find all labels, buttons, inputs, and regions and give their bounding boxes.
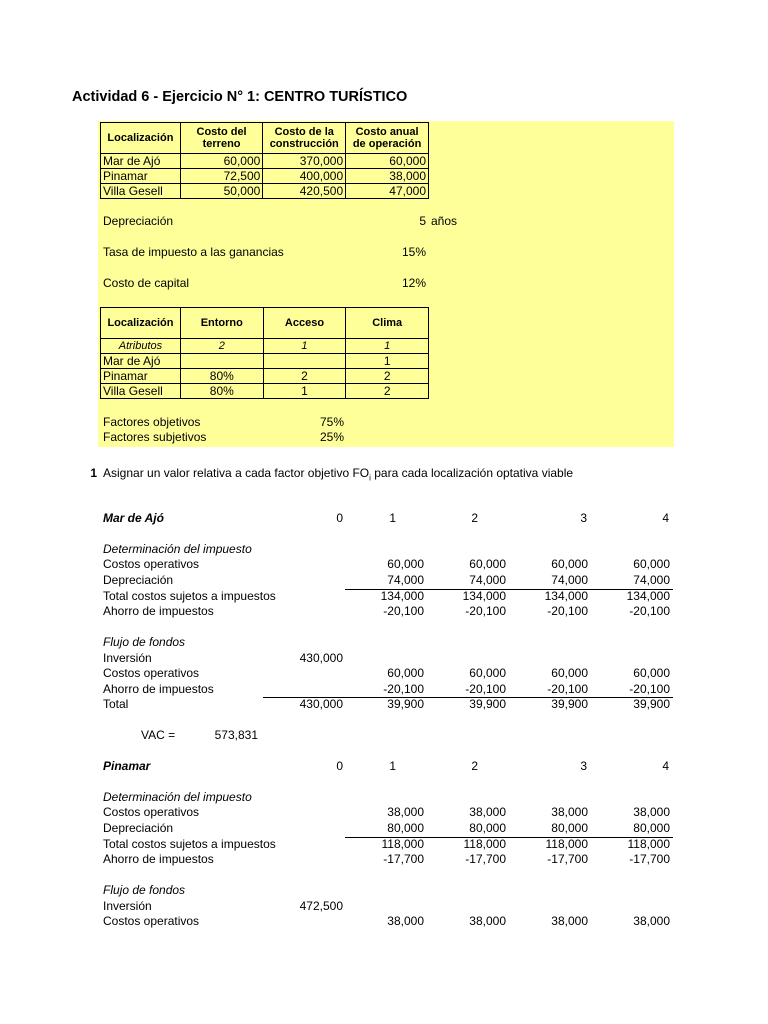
page-title: Actividad 6 - Ejercicio N° 1: CENTRO TURÍSTICO	[72, 89, 408, 105]
value-cell: 60,000	[469, 557, 506, 571]
value-cell: 60,000	[633, 666, 670, 680]
period-header: 1	[389, 759, 396, 773]
costs-header-line: construcción	[269, 138, 339, 150]
cashflow-section-title: Flujo de fondos	[103, 883, 186, 897]
value-cell: 38,000	[551, 914, 588, 928]
period-header: 4	[662, 759, 669, 773]
value-cell: -20,100	[629, 682, 670, 696]
period-header: 1	[389, 511, 396, 525]
row-label: Ahorro de impuestos	[103, 852, 214, 866]
tax-section-title: Determinación del impuesto	[103, 542, 252, 556]
value-cell: 80,000	[387, 821, 424, 835]
capital-cost-label: Costo de capital	[103, 276, 190, 290]
depreciation-value: 5	[419, 214, 426, 228]
value-cell: 38,000	[633, 805, 670, 819]
row-label: Costos operativos	[103, 557, 200, 571]
factors-header-cell: Clima	[346, 308, 429, 339]
value-cell: 60,000	[551, 557, 588, 571]
row-label: Depreciación	[103, 821, 174, 835]
table-row	[101, 154, 429, 169]
value-cell: -20,100	[547, 682, 588, 696]
costs-header-cell	[101, 123, 181, 154]
value-cell: 118,000	[627, 837, 670, 851]
table-row	[101, 169, 429, 184]
table-cell: 50,000	[180, 184, 262, 199]
value-cell: -17,700	[465, 852, 506, 866]
costs-header-line: Localización	[107, 132, 174, 144]
value-cell: -20,100	[383, 682, 424, 696]
costs-header-cell	[263, 123, 346, 154]
section-title-pinamar: Pinamar	[103, 759, 151, 773]
step-text: Asignar un valor relativa a cada factor objetivo FO	[103, 466, 370, 480]
value-cell: 38,000	[469, 805, 506, 819]
row-label: Total costos sujetos a impuestos	[103, 589, 276, 603]
table-row	[101, 384, 429, 399]
value-cell: 38,000	[387, 914, 424, 928]
factors-header-cell: Acceso	[263, 308, 346, 339]
costs-table-header-row	[101, 123, 429, 154]
value-cell: 74,000	[633, 573, 670, 587]
depreciation-label: Depreciación	[103, 214, 174, 228]
objective-factors-label: Factores objetivos	[103, 415, 201, 429]
costs-header-line: terreno	[202, 138, 241, 150]
value-cell: -20,100	[547, 604, 588, 618]
table-cell: 60,000	[346, 154, 429, 169]
depreciation-unit: años	[431, 214, 458, 228]
costs-header-cell	[346, 123, 429, 154]
row-label: Costos operativos	[103, 914, 200, 928]
table-cell	[263, 354, 346, 369]
row-label: Total	[103, 697, 129, 711]
value-cell: 60,000	[387, 666, 424, 680]
period-header: 2	[471, 759, 478, 773]
value-cell: 134,000	[380, 589, 424, 603]
value-cell: 472,500	[299, 899, 343, 913]
period-header: 2	[471, 511, 478, 525]
value-cell: 39,900	[551, 697, 588, 711]
value-cell: 74,000	[551, 573, 588, 587]
value-cell: -17,700	[547, 852, 588, 866]
vac-label: VAC =	[141, 728, 176, 742]
tax-section-title: Determinación del impuesto	[103, 790, 252, 804]
value-cell: -20,100	[383, 604, 424, 618]
table-cell: Villa Gesell	[101, 184, 181, 199]
period-header: 0	[336, 759, 343, 773]
table-cell: 1	[346, 339, 429, 354]
table-cell: Atributos	[101, 339, 181, 354]
row-label: Inversión	[103, 651, 152, 665]
step-number: 1	[90, 466, 97, 480]
costs-header-line: Costo anual	[355, 126, 419, 138]
table-cell: 2	[263, 369, 346, 384]
value-cell: 39,900	[387, 697, 424, 711]
costs-header-line: Costo del	[196, 126, 247, 138]
value-cell: 38,000	[387, 805, 424, 819]
value-cell: 118,000	[463, 837, 506, 851]
step-text: para cada localización optativa viable	[370, 466, 574, 480]
table-cell: 1	[263, 384, 346, 399]
tax-rate-label: Tasa de impuesto a las ganancias	[103, 245, 284, 259]
tax-rate-value: 15%	[401, 245, 426, 259]
table-cell: Villa Gesell	[101, 384, 181, 399]
table-cell: 400,000	[263, 169, 346, 184]
value-cell: -17,700	[383, 852, 424, 866]
table-cell: 47,000	[346, 184, 429, 199]
table-cell: Pinamar	[101, 369, 181, 384]
value-cell: 74,000	[387, 573, 424, 587]
value-cell: -20,100	[465, 604, 506, 618]
value-cell: 430,000	[299, 651, 343, 665]
objective-factors-value: 75%	[319, 415, 344, 429]
table-cell: Pinamar	[101, 169, 181, 184]
table-cell: 1	[263, 339, 346, 354]
value-cell: 134,000	[544, 589, 588, 603]
cashflow-section-title: Flujo de fondos	[103, 635, 186, 649]
value-cell: 430,000	[299, 697, 343, 711]
value-cell: 80,000	[633, 821, 670, 835]
table-row	[101, 369, 429, 384]
table-cell: Mar de Ajó	[101, 354, 181, 369]
costs-table	[100, 122, 429, 199]
row-label: Ahorro de impuestos	[103, 682, 214, 696]
value-cell: 38,000	[633, 914, 670, 928]
period-header: 0	[336, 511, 343, 525]
row-label: Costos operativos	[103, 805, 200, 819]
value-cell: 60,000	[469, 666, 506, 680]
row-label: Total costos sujetos a impuestos	[103, 837, 276, 851]
vac-value: 573,831	[214, 728, 258, 742]
table-cell: 1	[346, 354, 429, 369]
value-cell: 134,000	[626, 589, 670, 603]
row-label: Inversión	[103, 899, 152, 913]
costs-header-line: Costo de la	[274, 126, 334, 138]
table-cell: 2	[346, 369, 429, 384]
table-cell: 60,000	[180, 154, 262, 169]
factors-table	[100, 307, 429, 399]
row-label: Costos operativos	[103, 666, 200, 680]
value-cell: 38,000	[551, 805, 588, 819]
period-header: 3	[580, 759, 587, 773]
section-title-mar-de-ajo: Mar de Ajó	[103, 511, 164, 525]
value-cell: -20,100	[629, 604, 670, 618]
value-cell: 80,000	[469, 821, 506, 835]
factors-header-cell: Localización	[101, 308, 181, 339]
step-subscript: i	[369, 473, 371, 483]
table-cell: 2	[180, 339, 263, 354]
value-cell: 60,000	[633, 557, 670, 571]
period-header: 4	[662, 511, 669, 525]
table-cell: 38,000	[346, 169, 429, 184]
table-row	[101, 354, 429, 369]
row-label: Ahorro de impuestos	[103, 604, 214, 618]
table-cell	[180, 354, 263, 369]
value-cell: 134,000	[462, 589, 506, 603]
value-cell: 80,000	[551, 821, 588, 835]
row-label: Depreciación	[103, 573, 174, 587]
subjective-factors-label: Factores subjetivos	[103, 430, 207, 444]
factors-table-header-row	[101, 308, 429, 339]
capital-cost-value: 12%	[401, 276, 426, 290]
value-cell: 39,900	[469, 697, 506, 711]
value-cell: 39,900	[633, 697, 670, 711]
step-instruction	[103, 466, 573, 485]
table-cell: 2	[346, 384, 429, 399]
value-cell: 74,000	[469, 573, 506, 587]
value-cell: 60,000	[387, 557, 424, 571]
value-cell: 60,000	[551, 666, 588, 680]
attributes-row	[101, 339, 429, 354]
value-cell: -17,700	[629, 852, 670, 866]
table-row	[101, 184, 429, 199]
table-cell: 72,500	[180, 169, 262, 184]
table-cell: 80%	[180, 369, 263, 384]
value-cell: -20,100	[465, 682, 506, 696]
value-cell: 118,000	[381, 837, 424, 851]
subjective-factors-value: 25%	[319, 430, 344, 444]
table-cell: 80%	[180, 384, 263, 399]
value-cell: 38,000	[469, 914, 506, 928]
value-cell: 118,000	[545, 837, 588, 851]
table-cell: Mar de Ajó	[101, 154, 181, 169]
period-header: 3	[580, 511, 587, 525]
table-cell: 420,500	[263, 184, 346, 199]
factors-header-cell: Entorno	[180, 308, 263, 339]
costs-header-cell	[180, 123, 262, 154]
costs-header-line: de operación	[352, 138, 422, 150]
table-cell: 370,000	[263, 154, 346, 169]
